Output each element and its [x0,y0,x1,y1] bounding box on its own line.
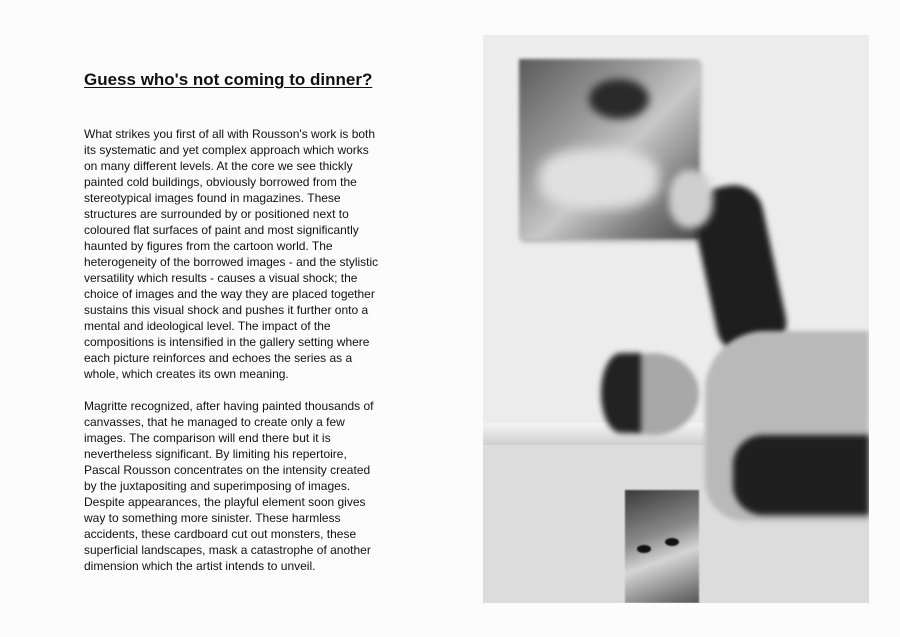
article-title: Guess who's not coming to dinner? [84,70,373,89]
artist-hair [601,353,641,433]
article-paragraph-1: What strikes you first of all with Rousson's work is both its systematic and yet complex approach which works on many different levels. At the core we see thickly painted cold buildings, obviously borrowed from the stereotypical images found in magazines. These structures are surrounded by or positioned next to coloured flat surfaces of paint and most significantly haunted by figures from the cartoon world. The heterogeneity of the borrowed images - and the stylistic versatility which results - causes a visual shock; the choice of images and the way they are placed together sustains this visual shock and pushes it further onto a mental and ideological level. The impact of the compositions is intensified in the gallery setting where each picture reinforces and echoes the series as a whole, which creates its own meaning. [84,127,379,381]
article-paragraph-2: Magritte recognized, after having painted thousands of canvasses, that he managed to create only a few images. The comparison will end there but it is nevertheless significant. By limiting his repertoire, Pascal Rousson concentrates on the intensity created by the juxtapositing and superimposing of images. Despite appearances, the playful element soon gives way to something more sinister. These harmless accidents, these cardboard cut out monsters, these superficial landscapes, mask a catastrophe of another dimension which the artist intends to unveil. [84,399,374,573]
artist-sleeve [733,435,869,515]
article-column [84,70,384,590]
cartoon-painting [625,490,699,603]
artist-hand [669,170,713,228]
gallery-photograph [483,35,869,603]
